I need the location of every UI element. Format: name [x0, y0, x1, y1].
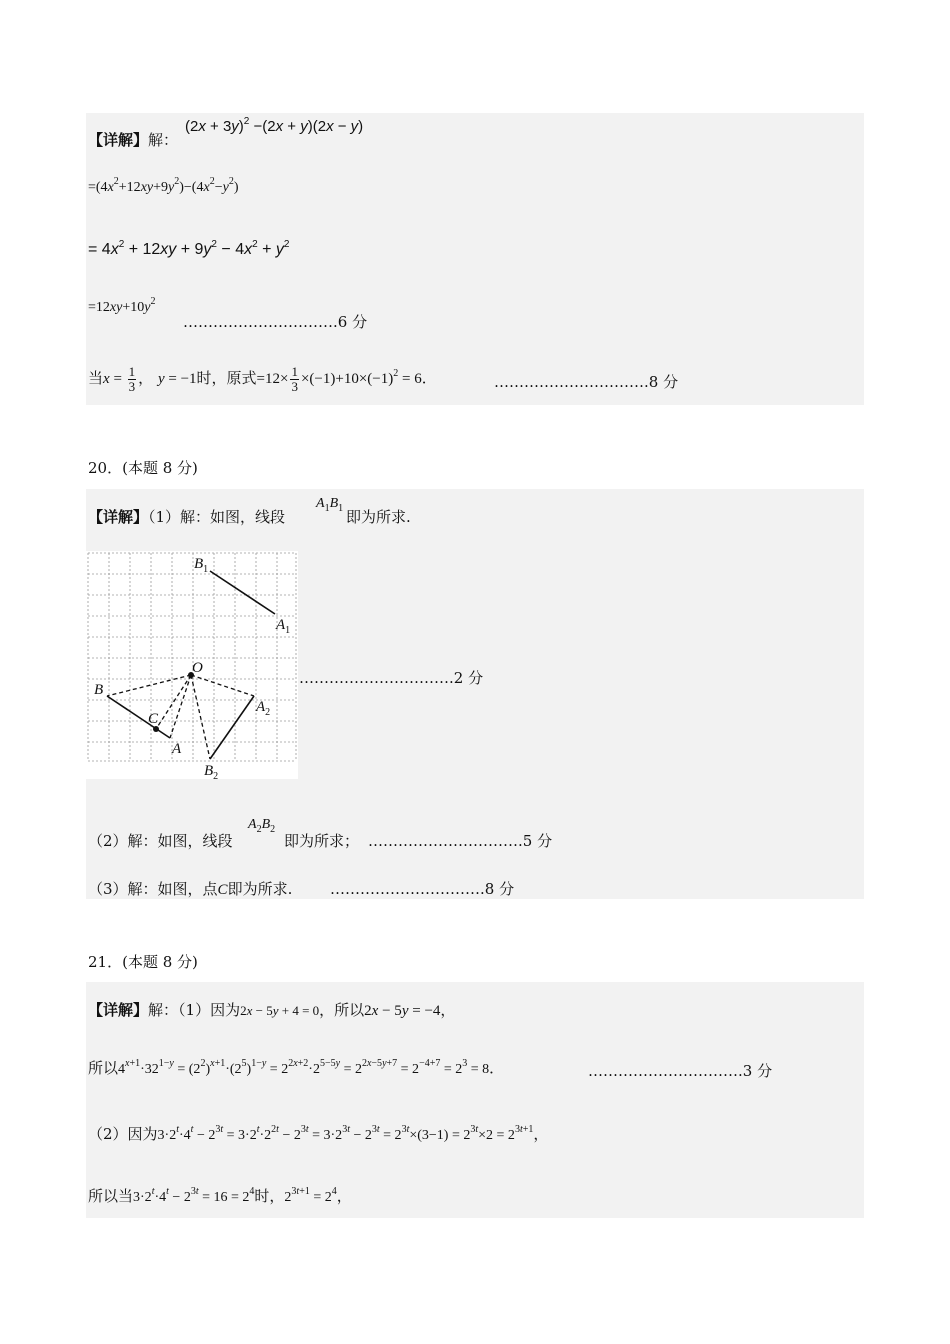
label-o: O [192, 660, 203, 676]
q21-heading: 21．(本题 8 分) [88, 953, 198, 971]
label-b: B [94, 682, 104, 698]
detail-tag: 【详解】 [88, 1001, 149, 1019]
segment-a1b1-label: $A_1B_1$ [316, 496, 344, 514]
q19-expression: $(2x + 3y)^2 -(2x + y)(2x - y)$ [185, 116, 364, 135]
q21-part-1-score: ………………………….3 分 [588, 1062, 773, 1080]
q20-figure-score: ………………………….2 分 [299, 669, 484, 687]
q20-heading: 20．(本题 8 分) [88, 459, 198, 477]
q20-part-2-score: ………………………….5 分 [368, 832, 553, 850]
grid-figure [86, 551, 298, 779]
solve-label: 解： [148, 131, 179, 149]
q19-step-1: $=(4x^2+12xy+9y^2)-(4x^2-y^2)$ [88, 176, 239, 195]
q19-evaluation: 当x = $\frac{1}{3}$ ， y = −1时，原式=12× $\frac{1}{3}$ $\times(-1)+10\times(-1)^2 = 6$． [88, 364, 437, 395]
q20-part-2-suffix: 即为所求； [284, 832, 360, 850]
label-c: C [148, 711, 159, 727]
detail-tag: 【详解】 [88, 508, 149, 526]
label-b1: $B_1$ [194, 556, 209, 575]
q20-part-3-score: ………………………….8 分 [330, 880, 515, 898]
label-a1: $A_1$ [276, 617, 291, 636]
q20-part-1: 【详解】（1）解：如图，线段 [88, 508, 286, 526]
q19-step-2: = $4x^2 + 12xy + 9y^2 - 4x^2 + y^2$ [88, 239, 290, 258]
label-a2: $A_2$ [256, 699, 271, 718]
q19-step-3-score: ………………………….6 分 [183, 313, 368, 331]
when-label: 当 [88, 369, 104, 387]
time-label: 时，原式 [196, 369, 257, 387]
segment-a2b2-label: $A_2B_2$ [248, 817, 276, 835]
q21-part-2: （2）因为$3\cdot 2^t\cdot 4^t - 2^{3t} = 3\cdot 2^t\cdot 2^{2t} - 2^{3t} = 3\cdot 2^{3t} - 2^{3t} = 2^{3t}\times(3-1) = 2^{3t}\times 2 = 2^{3t+1}$， [88, 1124, 549, 1143]
q19-eval-score: ………………………….8 分 [494, 373, 679, 391]
q21-conclusion: 所以当$3\cdot 2^t\cdot 4^t - 2^{3t} = 16 = 2^4$时，$2^{3t+1} = 2^4$， [88, 1186, 352, 1205]
q21-part-1: 【详解】解：（1）因为2x − 5y + 4 = 0，所以2x − 5y = −4， [88, 1001, 456, 1019]
q20-part-1-suffix: 即为所求. [346, 508, 411, 526]
point-c-label: C [217, 882, 228, 898]
q21-part-1-chain: 所以$4^{x+1}\cdot 32^{1-y} = (2^2)^{x+1}\cdot(2^5)^{1-y} = 2^{2x+2}\cdot 2^{5-5y} = 2^{2x-5y+7} = 2^{-4+7} = 2^3 = 8$． [88, 1058, 505, 1077]
q20-part-3: （3）解：如图，点C即为所求. [88, 880, 293, 898]
label-a: A [172, 741, 182, 757]
detail-tag: 【详解】 [88, 131, 149, 149]
q19-line-1 [88, 130, 178, 150]
label-b2: $B_2$ [204, 763, 219, 779]
q20-part-2: （2）解：如图，线段 [88, 832, 233, 850]
q19-step-3: $=12xy+10y^2$ [88, 296, 156, 315]
